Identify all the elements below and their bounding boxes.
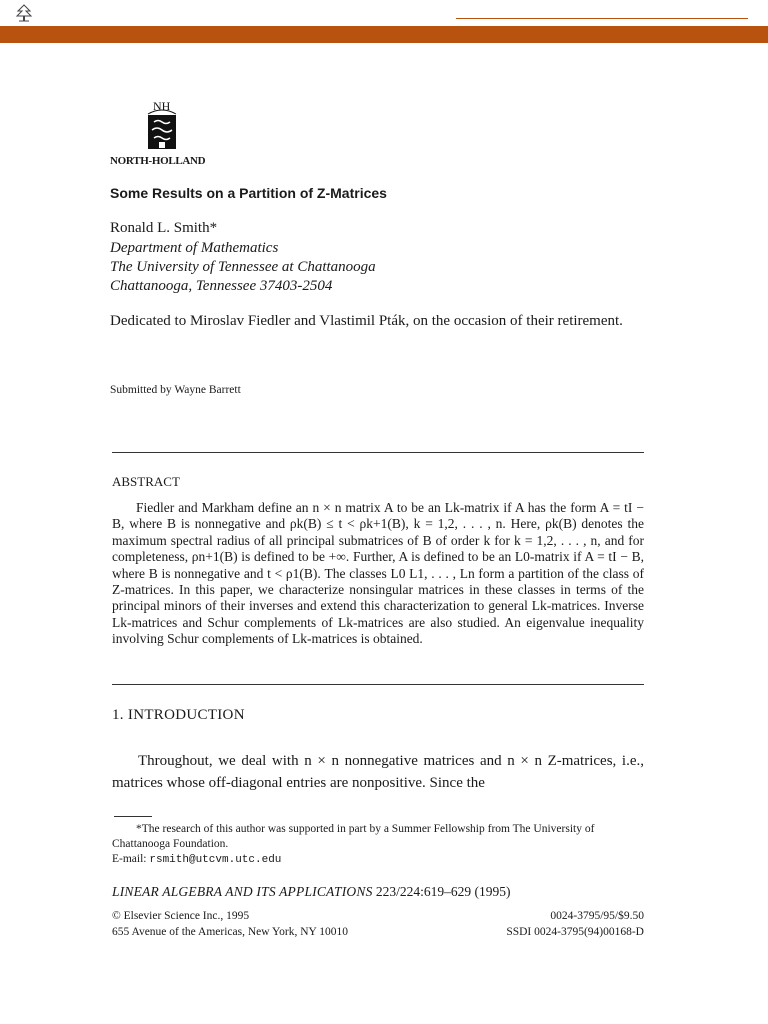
email-address[interactable]: rsmith@utcvm.utc.edu bbox=[149, 854, 282, 866]
dedication: Dedicated to Miroslav Fiedler and Vlastimil Pták, on the occasion of their retirement. bbox=[110, 313, 623, 329]
affiliation-line: Chattanooga, Tennessee 37403-2504 bbox=[110, 278, 333, 294]
brand-strip bbox=[0, 26, 768, 43]
divider bbox=[112, 684, 644, 685]
email-label: E-mail: bbox=[112, 853, 147, 865]
ssdi: SSDI 0024-3795(94)00168-D bbox=[506, 926, 644, 938]
copyright-block bbox=[112, 908, 348, 940]
divider bbox=[112, 452, 644, 453]
issn: 0024-3795/95/$9.50 bbox=[550, 910, 644, 922]
footnote-email-line bbox=[112, 852, 644, 868]
publisher-address: 655 Avenue of the Americas, New York, NY 10010 bbox=[112, 926, 349, 938]
author-name: Ronald L. Smith* bbox=[110, 220, 218, 236]
publisher-logo-icon bbox=[140, 98, 185, 154]
journal-name: LINEAR ALGEBRA AND ITS APPLICATIONS bbox=[112, 884, 373, 899]
abstract-text bbox=[112, 500, 644, 648]
abstract-heading: ABSTRACT bbox=[112, 474, 180, 489]
copyright: © Elsevier Science Inc., 1995 bbox=[112, 910, 250, 922]
journal-line bbox=[112, 884, 511, 900]
footnote-text: *The research of this author was supported in part by a Summer Fellowship from The University of Chattanooga Foundation. bbox=[112, 823, 595, 850]
article-title: Some Results on a Partition of Z-Matrices bbox=[110, 185, 387, 201]
publisher-name: NORTH-HOLLAND bbox=[110, 155, 206, 167]
journal-citation: 223/224:619–629 (1995) bbox=[375, 884, 511, 899]
viewer-toolbar bbox=[0, 0, 768, 26]
search-field-underline[interactable] bbox=[456, 18, 748, 19]
logo-letters: NH bbox=[153, 99, 171, 113]
submitted-by: Submitted by Wayne Barrett bbox=[110, 384, 241, 396]
affiliation-line: Department of Mathematics bbox=[110, 240, 279, 256]
identifier-block bbox=[506, 908, 644, 940]
section-heading: 1. INTRODUCTION bbox=[112, 707, 245, 723]
footnote bbox=[112, 822, 644, 868]
affiliation-line: The University of Tennessee at Chattanooga bbox=[110, 259, 376, 275]
abstract-paragraph: Fiedler and Markham define an n × n matrix A to be an Lk-matrix if A has the form A = tI − B, where B is nonnegative and ρk(B) ≤ t < ρk+1(B), k = 1,2, . . . , n. Here, ρk(B) denotes the maximum spectral radius of all principal submatrices of B of order k for k = 1,2, . . . , n, and for completeness, ρn+1(B) is defined to be +∞. Further, A is defined to be an L0-matrix if A = tI − B, where B is nonnegative and t < ρ1(B). The classes L0 L1, . . . , Ln form a partition of the class of Z-matrices. In this paper, we characterize nonsingular matrices in these classes in terms of the principal minors of their inverses and extend this characterization to general Lk-matrices. Inverse Lk-matrices and Schur complements of Lk-matrices are also studied. An eigenvalue inequality involving Schur complements of Lk-matrices is obtained. bbox=[112, 500, 644, 647]
intro-paragraph: Throughout, we deal with n × n nonnegative matrices and n × n Z-matrices, i.e., matrices whose off-diagonal entries are nonpositive. Since the bbox=[112, 753, 644, 791]
tree-logo-icon[interactable] bbox=[14, 3, 34, 23]
intro-text bbox=[112, 750, 644, 794]
footnote-rule bbox=[114, 816, 152, 817]
